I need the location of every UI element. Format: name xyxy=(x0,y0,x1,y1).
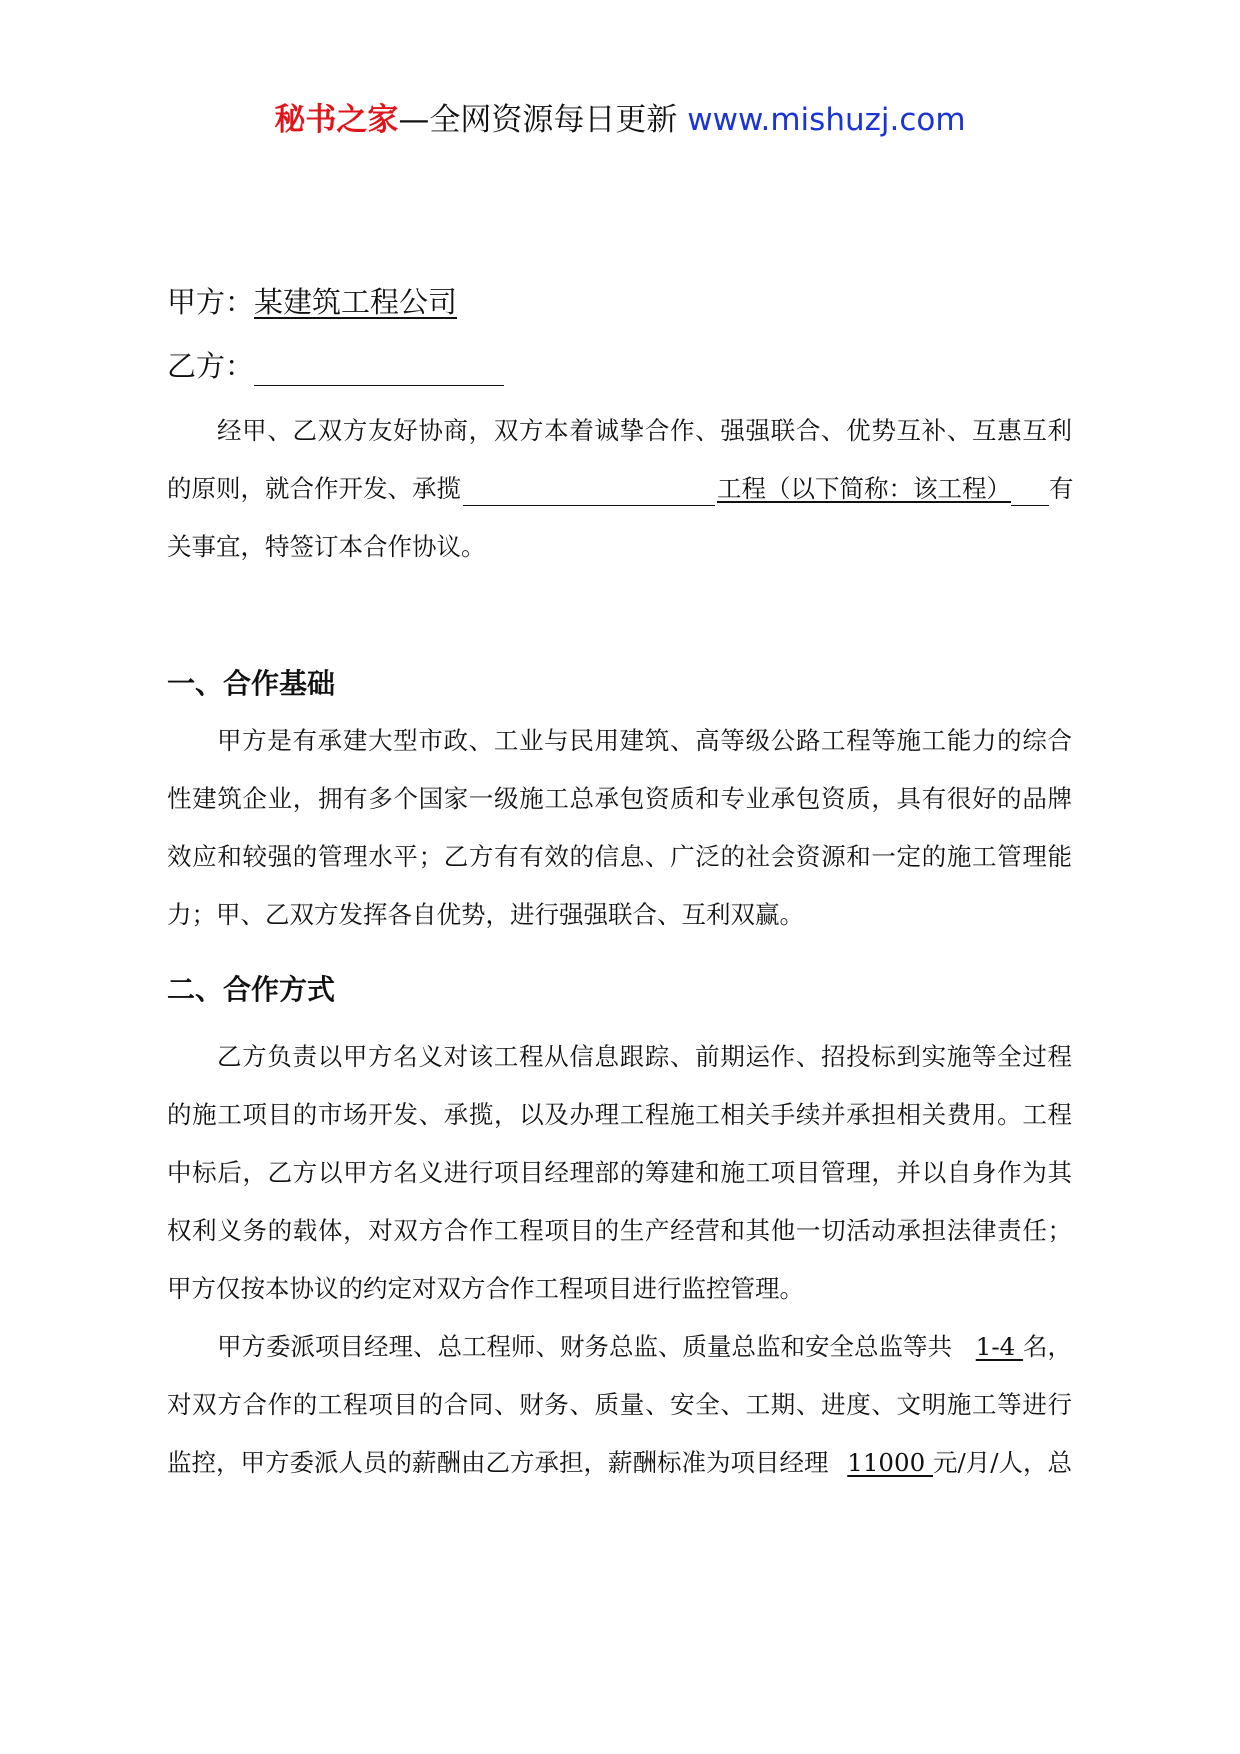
section-2-p2-salary-wrap xyxy=(847,1446,1072,1480)
intro-project-ref: 工程（以下简称：该工程） xyxy=(717,474,1011,503)
party-a-name: 某建筑工程公司 xyxy=(254,285,458,319)
section-1-line-1: 甲方是有承建大型市政、工业与民用建筑、高等级公路工程等施工能力的综合 xyxy=(217,726,1072,755)
party-a-label: 甲方： xyxy=(167,285,255,319)
section-2-p2-line-3b: 元/月/人，总 xyxy=(932,1448,1072,1477)
section-2-p1-line-5: 甲方仅按本协议的约定对双方合作工程项目进行监控管理。 xyxy=(167,1274,804,1303)
intro-line-2 xyxy=(167,472,1072,506)
party-b-label: 乙方： xyxy=(167,349,255,383)
banner-brand: 秘书之家 xyxy=(274,102,399,138)
intro-line-3: 关事宜，特签订本合作协议。 xyxy=(167,532,486,561)
section-2-p1-line-1: 乙方负责以甲方名义对该工程从信息跟踪、前期运作、招投标到实施等全过程 xyxy=(217,1042,1072,1071)
section-2-heading: 二、合作方式 xyxy=(167,973,336,1006)
section-2-p2-line-3 xyxy=(167,1446,1072,1480)
intro-line-2-start xyxy=(167,472,1049,506)
party-b-line xyxy=(167,346,504,386)
section-2-p2-count-wrap xyxy=(976,1330,1072,1364)
section-1-line-3: 效应和较强的管理水平；乙方有有效的信息、广泛的社会资源和一定的施工管理能 xyxy=(167,842,1072,871)
staff-count-value: 1-4 xyxy=(975,1332,1023,1361)
section-2-p2-line-1 xyxy=(167,1330,1072,1364)
intro-line-2a: 的原则，就合作开发、承揽 xyxy=(167,474,461,503)
banner-slogan: —全网资源每日更新 xyxy=(398,102,688,138)
manager-salary-value: 11000 xyxy=(847,1448,933,1477)
section-1-heading: 一、合作基础 xyxy=(167,667,336,700)
section-2-p1-line-3: 中标后，乙方以甲方名义进行项目经理部的筹建和施工项目管理，并以自身作为其 xyxy=(167,1158,1072,1187)
project-name-blank xyxy=(463,481,715,506)
section-2-p2-line-3a: 监控，甲方委派人员的薪酬由乙方承担，薪酬标准为项目经理 xyxy=(167,1448,829,1477)
section-2-p2-line-2: 对双方合作的工程项目的合同、财务、质量、安全、工期、进度、文明施工等进行 xyxy=(167,1390,1072,1419)
section-1-line-2: 性建筑企业，拥有多个国家一级施工总承包资质和专业承包资质，具有很好的品牌 xyxy=(167,784,1072,813)
party-a-line xyxy=(167,282,457,322)
section-1-line-4: 力；甲、乙双方发挥各自优势，进行强强联合、互利双赢。 xyxy=(167,900,804,929)
intro-line-2c: 有 xyxy=(1049,474,1074,503)
party-b-blank xyxy=(254,355,504,386)
intro-line-1: 经甲、乙双方友好协商，双方本着诚挚合作、强强联合、优势互补、互惠互利 xyxy=(217,416,1072,445)
section-2-p2-line-1a: 甲方委派项目经理、总工程师、财务总监、质量总监和安全总监等共 xyxy=(217,1332,952,1361)
site-banner xyxy=(0,98,1240,142)
section-2-p1-line-4: 权利义务的载体，对双方合作工程项目的生产经营和其他一切活动承担法律责任； xyxy=(167,1216,1072,1245)
section-2-p1-line-2: 的施工项目的市场开发、承揽，以及办理工程施工相关手续并承担相关费用。工程 xyxy=(167,1100,1072,1129)
section-2-p2-line-1b: 名， xyxy=(1023,1332,1072,1361)
banner-url-link[interactable]: www.mishuzj.com xyxy=(687,102,966,138)
intro-trailing-blank xyxy=(1011,481,1049,506)
